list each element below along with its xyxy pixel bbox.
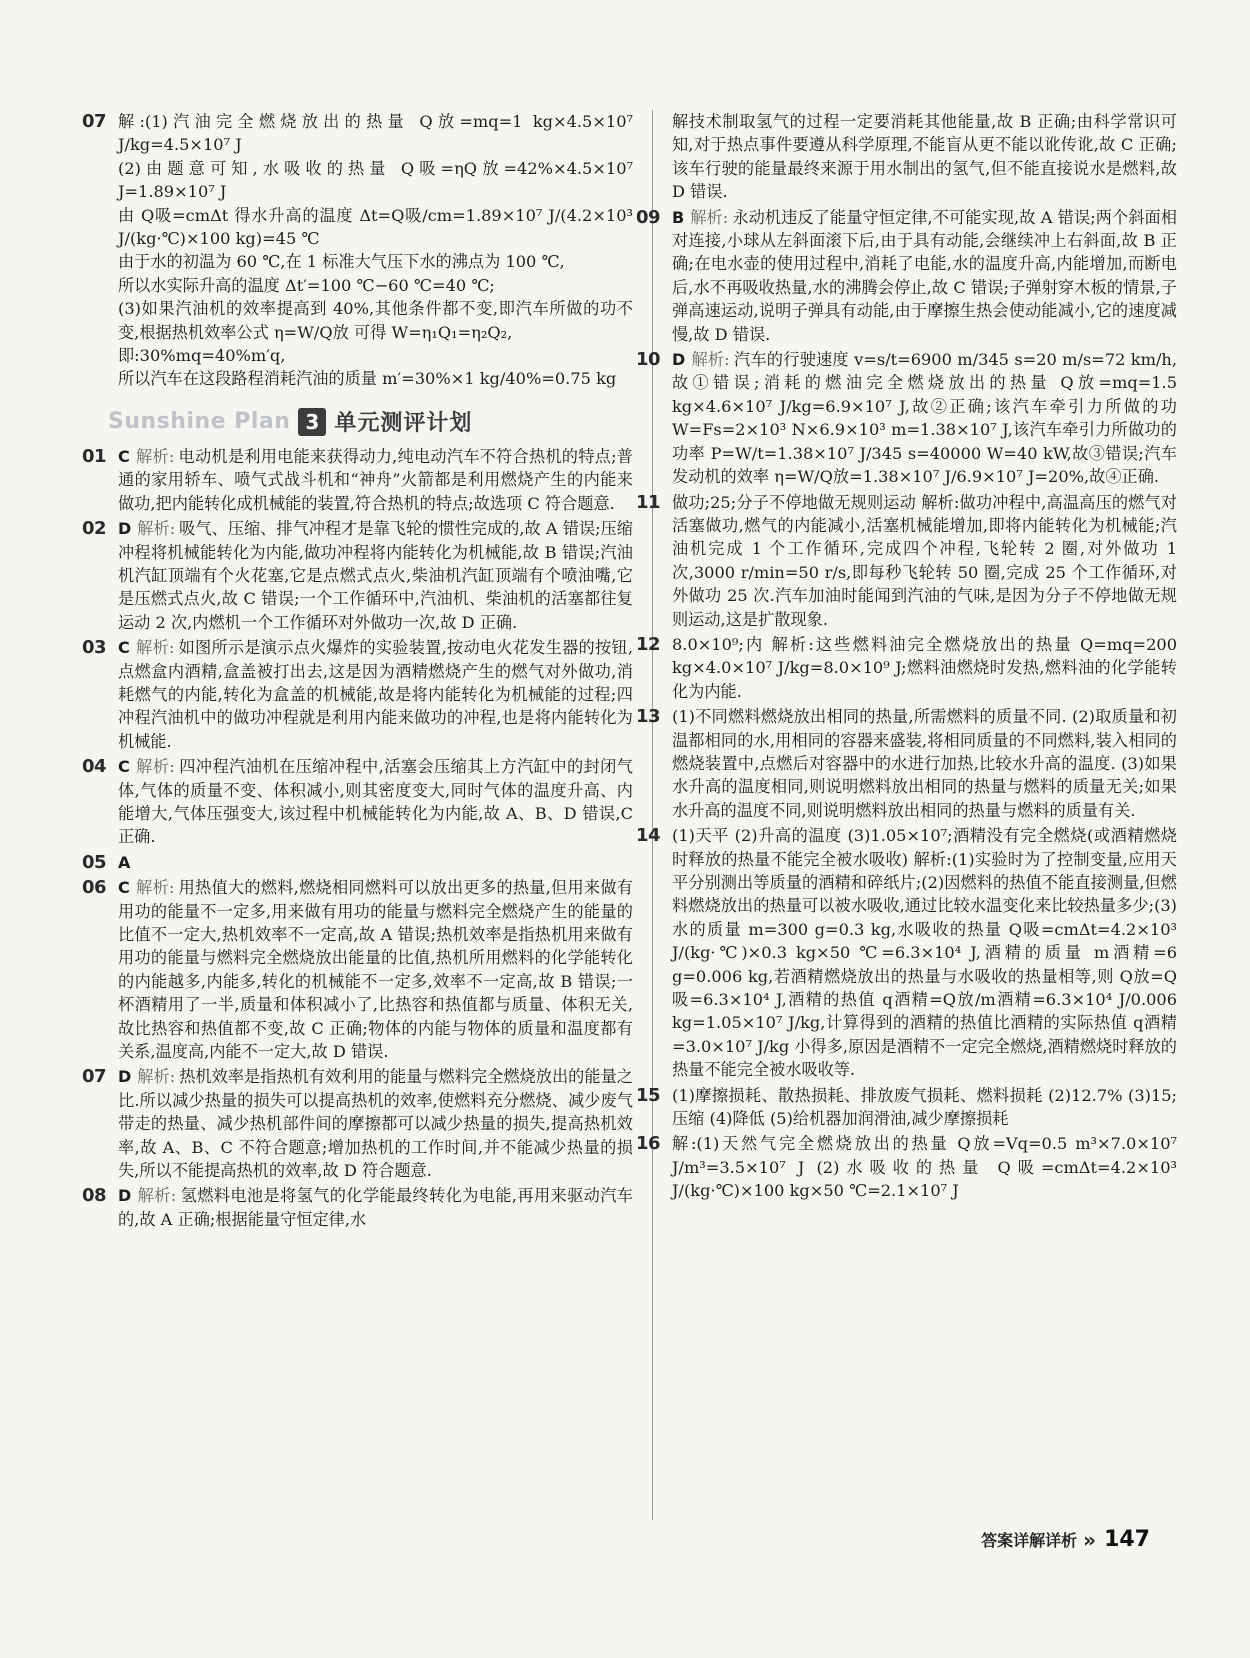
question-number: 12	[636, 633, 661, 655]
analysis-text: 用热值大的燃料,燃烧相同燃料可以放出更多的热量,但用来做有用功的能量不一定多,用来做有用功的能量与燃料完全燃烧产生的能量的比值不一定大,热机效率不一定高,故 A 错误;热机效率是指热机用来做有用功的能量与燃料完全燃烧放出能量的比值,热机所用燃料的化学能转化的内能越多,内能多,转化的机械能不一定多,效率不一定高,故 B 错误;一杯酒精用了一半,质量和体积减小了,比热容和热值都与质量、体积无关,故比热容和热值都不变,故 C 正确;物体的内能与物体的质量和温度都有关系,温度高,内能不一定大,故 D 错误.	[118, 878, 633, 1062]
question-number: 05	[82, 851, 107, 873]
analysis-tag: 解析:	[691, 350, 730, 370]
solution-line: 由于水的初温为 60 ℃,在 1 标准大气压下水的沸点为 100 ℃,	[118, 252, 565, 272]
banner-title: 单元测评计划	[334, 411, 473, 437]
column-divider	[652, 110, 653, 1520]
section-banner	[108, 403, 633, 441]
question-number: 01	[82, 445, 107, 467]
analysis-text: 解技术制取氢气的过程一定要消耗其他能量,故 B 正确;由科学常识可知,对于热点事件要遵从科学原理,不能盲从更不能以讹传讹,故 C 正确;该车行驶的能量最终来源于用水制出的氢气,但不能直接说水是燃料,故 D 错误.	[672, 112, 1177, 202]
answer-choice: D	[672, 350, 686, 370]
answer-choice: D	[118, 519, 132, 539]
analysis-text: (1)不同燃料燃烧放出相同的热量,所需燃料的质量不同. (2)取质量和初温都相同的水,用相同的容器来盛装,将相同质量的不同燃料,装入相同的燃烧装置中,点燃后对容器中的水进行加热,比较水升高的温度. (3)如果水升高的温度相同,则说明燃料放出相同的热量与燃料的质量无关;如果水升高的温度不同,则说明燃料放出相同的热量与燃料的质量有关.	[672, 707, 1177, 820]
answer-choice: D	[118, 1186, 132, 1206]
solution-line: 所以汽车在这段路程消耗汽油的质量 m′=30%×1 kg/40%=0.75 kg	[118, 369, 617, 389]
analysis-tag: 解析:	[135, 638, 175, 658]
answer-choice: B	[672, 207, 685, 227]
answer-item	[636, 206, 1177, 346]
left-column	[82, 110, 633, 1233]
analysis-tag: 解析:	[137, 1186, 177, 1206]
analysis-text: 解:(1)天然气完全燃烧放出的热量 Q放=Vq=0.5 m³×7.0×10⁷ J/m³=3.5×10⁷ J (2)水吸收的热量 Q吸=cmΔt=4.2×10³ J/(kg·℃)×100 kg×50 ℃=2.1×10⁷ J	[672, 1134, 1177, 1201]
answer-choice: A	[118, 852, 131, 872]
analysis-text: 汽车的行驶速度 v=s/t=6900 m/345 s=20 m/s=72 km/h,故①错误;消耗的燃油完全燃烧放出的热量 Q放=mq=1.5 kg×4.6×10⁷ J/kg=6.9×10⁷ J,故②正确;该汽车牵引力所做的功 W=Fs=2×10³ N×6.9×10³ m=1.38×10⁷ J,该汽车牵引力所做功的功率 P=W/t=1.38×10⁷ J/345 s=40000 W=40 kW,故③错误;汽车发动机的效率 η=W/Q放=1.38×10⁷ J/6.9×10⁷ J=20%,故④正确.	[672, 350, 1177, 487]
answer-item	[636, 348, 1177, 488]
question-number: 09	[636, 206, 661, 228]
double-chevron-icon: »	[1083, 1527, 1091, 1552]
question-number: 11	[636, 491, 661, 513]
page-number: 147	[1104, 1527, 1150, 1552]
page-footer	[981, 1527, 1150, 1552]
answer-item	[82, 445, 633, 515]
analysis-text: 氢燃料电池是将氢气的化学能最终转化为电能,再用来驱动汽车的,故 A 正确;根据能量守恒定律,水	[118, 1186, 633, 1229]
answer-item	[82, 636, 633, 753]
analysis-tag: 解析:	[690, 207, 729, 227]
answer-choice: C	[118, 638, 130, 658]
answer-item	[636, 633, 1177, 703]
answer-choice: C	[118, 446, 130, 466]
answer-item	[82, 1184, 633, 1231]
answer-item	[636, 705, 1177, 822]
question-number: 03	[82, 637, 107, 659]
analysis-text: 做功;25;分子不停地做无规则运动 解析:做功冲程中,高温高压的燃气对活塞做功,燃气的内能减小,活塞机械能增加,即将内能转化为机械能;汽油机完成 1 个工作循环,完成四个冲程,飞轮转 2 圈,对外做功 1 次,3000 r/min=50 r/s,即每秒飞轮转 50 圈,完成 25 个工作循环,对外做功 25 次.汽车加油时能闻到汽油的气味,是因为分子不停地做无规则运动,这是扩散现象.	[672, 492, 1177, 629]
question-number: 15	[636, 1084, 661, 1106]
answer-choice: C	[118, 878, 130, 898]
analysis-text: 热机效率是指热机有效利用的能量与燃料完全燃烧放出的能量之比.所以减少热量的损失可以提高热机的效率,使燃料充分燃烧、减少废气带走的热量、减少热机部件间的摩擦都可以减少热量的损失,提高热机效率,故 A、B、C 不符合题意;增加热机的工作时间,并不能减少热量的损失,所以不能提高热机的效率,故 D 符合题意.	[118, 1067, 633, 1181]
question-07-solution	[82, 110, 633, 391]
answer-item-continued	[672, 110, 1177, 204]
answer-item	[636, 824, 1177, 1081]
answer-item	[636, 1084, 1177, 1131]
question-number: 13	[636, 706, 661, 728]
question-number: 04	[82, 756, 107, 778]
analysis-text: (1)摩擦损耗、散热损耗、排放废气损耗、燃料损耗 (2)12.7% (3)15;压缩 (4)降低 (5)给机器加润滑油,减少摩擦损耗	[672, 1085, 1177, 1129]
answer-item	[82, 517, 633, 634]
question-number: 07	[82, 1066, 107, 1088]
answer-item	[636, 1132, 1177, 1202]
answer-item	[636, 491, 1177, 631]
analysis-tag: 解析:	[137, 519, 176, 539]
answer-choice: D	[118, 1067, 132, 1087]
answer-item	[82, 851, 633, 874]
answer-item	[82, 876, 633, 1063]
analysis-text: 8.0×10⁹;内 解析:这些燃料油完全燃烧放出的热量 Q=mq=200 kg×4.0×10⁷ J/kg=8.0×10⁹ J;燃料油燃烧时发热,燃料油的化学能转化为内能.	[672, 634, 1177, 701]
analysis-text: (1)天平 (2)升高的温度 (3)1.05×10⁷;酒精没有完全燃烧(或酒精燃烧时释放的热量不能完全被水吸收) 解析:(1)实验时为了控制变量,应用天平分别测出等质量的酒精和碎纸片;(2)因燃料的热值不能直接测量,但燃料燃烧放出的热量可以被水吸收,通过比较水温变化来比较热量多少;(3)水的质量 m=300 g=0.3 kg,水吸收的热量 Q吸=cmΔt=4.2×10³ J/(kg·℃)×0.3 kg×50 ℃=6.3×10⁴ J,酒精的质量 m酒精=6 g=0.006 kg,若酒精燃烧放出的热量与水吸收的热量相等,则 Q放=Q吸=6.3×10⁴ J,酒精的热值 q酒精=Q放/m酒精=6.3×10⁴ J/0.006 kg=1.05×10⁷ J/kg,计算得到的酒精的热值比酒精的实际热值 q酒精=3.0×10⁷ J/kg 小得多,原因是酒精不一定完全燃烧,酒精燃烧时释放的热量不能完全被水吸收等.	[672, 826, 1177, 1080]
footer-label: 答案详解详析	[981, 1531, 1078, 1550]
solution-line: 即:30%mq=40%m′q,	[118, 346, 286, 366]
question-number: 07	[82, 111, 107, 132]
question-number: 02	[82, 518, 107, 540]
solution-line: (3)如果汽油机的效率提高到 40%,其他条件都不变,即汽车所做的功不变,根据热机效率公式 η=W/Q放 可得 W=η₁Q₁=η₂Q₂,	[118, 299, 633, 342]
answer-item	[82, 755, 633, 849]
solution-line: 由 Q吸=cmΔt 得水升高的温度 Δt=Q吸/cm=1.89×10⁷ J/(4.2×10³ J/(kg·℃)×100 kg)=45 ℃	[118, 205, 633, 249]
question-number: 14	[636, 825, 661, 847]
solution-line: 所以水实际升高的温度 Δt′=100 ℃−60 ℃=40 ℃;	[118, 275, 495, 295]
analysis-tag: 解析:	[135, 878, 175, 898]
question-number: 16	[636, 1133, 661, 1155]
question-number: 06	[82, 877, 107, 899]
solution-line: (2)由题意可知,水吸收的热量 Q吸=ηQ放=42%×4.5×10⁷ J=1.89×10⁷ J	[118, 158, 633, 202]
analysis-text: 永动机违反了能量守恒定律,不可能实现,故 A 错误;两个斜面相对连接,小球从左斜面滚下后,由于具有动能,会继续冲上右斜面,故 B 正确;在电水壶的使用过程中,消耗了电能,水的温度升高,内能增加,而断电后,水不再吸收热量,水的沸腾会停止,故 C 错误;子弹射穿木板的情景,子弹高速运动,说明子弹具有动能,由于摩擦生热会使动能减小,它的速度减慢,故 D 错误.	[672, 207, 1177, 344]
answer-item	[82, 1065, 633, 1182]
analysis-text: 四冲程汽油机在压缩冲程中,活塞会压缩其上方汽缸中的封闭气体,气体的质量不变、体积减小,则其密度变大,同时气体的温度升高、内能增大,气体压强变大,该过程中机械能转化为内能,故 A、B、D 错误,C 正确.	[118, 757, 633, 847]
solution-line: 解:(1)汽油完全燃烧放出的热量 Q放=mq=1 kg×4.5×10⁷ J/kg=4.5×10⁷ J	[118, 112, 633, 155]
analysis-text: 如图所示是演示点火爆炸的实验装置,按动电火花发生器的按钮,点燃盒内酒精,盒盖被打出去,这是因为酒精燃烧产生的燃气对外做功,消耗燃气的内能,转化为盒盖的机械能,故是将内能转化为机械能的过程;四冲程汽油机中的做功冲程就是利用内能来做功的冲程,也是将内能转化为机械能.	[118, 638, 633, 751]
analysis-tag: 解析:	[135, 757, 175, 777]
analysis-text: 吸气、压缩、排气冲程才是靠飞轮的惯性完成的,故 A 错误;压缩冲程将机械能转化为内能,做功冲程将内能转化为机械能,故 B 错误;汽油机汽缸顶端有个火花塞,它是点燃式点火,柴油机汽缸顶端有个喷油嘴,它是压燃式点火,故 C 错误;一个工作循环中,汽油机、柴油机的活塞都往复运动 2 次,内燃机一个工作循环对外做功一次,故 D 正确.	[118, 519, 633, 632]
question-number: 08	[82, 1185, 107, 1207]
right-column	[636, 110, 1177, 1205]
banner-step-badge: 3	[298, 408, 326, 436]
answer-choice: C	[118, 757, 130, 777]
banner-brand: Sunshine Plan	[108, 409, 291, 435]
analysis-tag: 解析:	[137, 1067, 176, 1087]
analysis-tag: 解析:	[135, 446, 175, 466]
question-number: 10	[636, 349, 661, 371]
analysis-text: 电动机是利用电能来获得动力,纯电动汽车不符合热机的特点;普通的家用轿车、喷气式战斗机和“神舟”火箭都是利用燃烧产生的内能来做功,把内能转化成机械能的装置,符合热机的特点;故选项 C 符合题意.	[118, 446, 633, 513]
